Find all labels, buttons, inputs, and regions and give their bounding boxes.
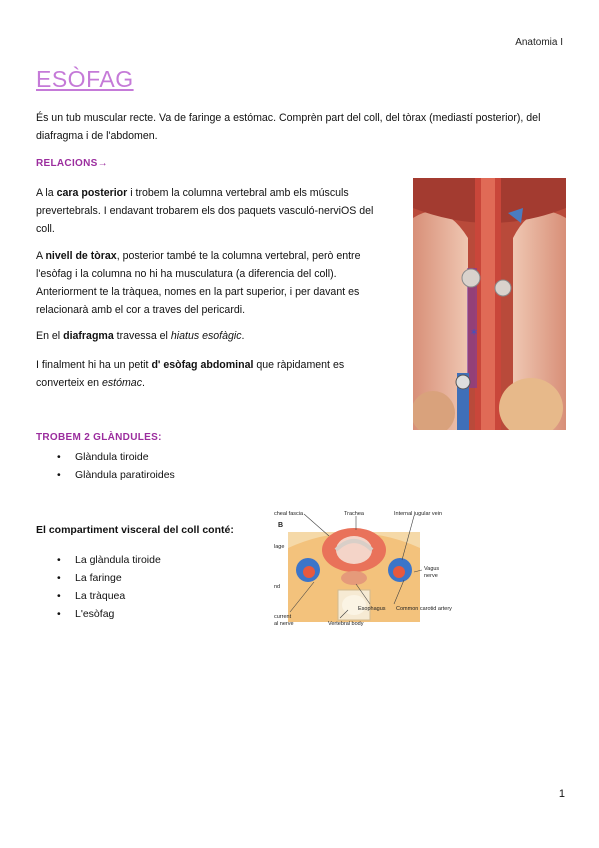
list-item: • Glàndula tiroide	[57, 448, 175, 466]
label-common-carotid-artery: Common carotid artery	[396, 606, 452, 612]
glands-heading: TROBEM 2 GLÀNDULES:	[36, 432, 162, 443]
glands-list	[57, 448, 175, 484]
label-nd: nd	[274, 584, 281, 590]
compartment-heading: El compartiment visceral del coll conté:	[36, 524, 234, 536]
page-number: 1	[558, 788, 565, 800]
list-item: • La tràquea	[57, 587, 161, 605]
label-recurrent-nerve: current al nerve	[274, 614, 294, 627]
intro-paragraph: És un tub muscular recte. Va de faringe a estómac. Comprèn part del coll, del tòrax (mediastí posterior), del diafragma i de l'abdomen.	[36, 112, 541, 142]
list-item: • La faringe	[57, 569, 161, 587]
label-trachea: Trachea	[344, 511, 364, 517]
page-title: ESÒFAG	[36, 66, 134, 92]
label-esophagus: Esophagus	[358, 606, 386, 612]
list-item: • L'esòfag	[57, 605, 161, 623]
label-vagus-nerve: Vagus nerve	[424, 566, 440, 579]
label-internal-jugular-vein: Internal jugular vein	[394, 511, 443, 517]
relations-heading: RELACIONS→	[36, 158, 108, 169]
esophagus-thorax-illustration	[413, 178, 566, 430]
neck-cross-section-diagram	[274, 508, 480, 630]
relations-paragraph-2: A nivell de tòrax, posterior també te la columna vertebral, però entre l'esòfag i la columna no hi ha musculatura (a diferencia del coll). Anteriorment te la tràquea, nomes en la part superior, i per davant es relacionarà amb el cor a traves del pericardi.	[36, 250, 361, 316]
label-vertebral-body: Vertebral body	[328, 621, 364, 627]
svg-text:*: *	[471, 327, 477, 341]
compartment-list	[57, 551, 161, 623]
list-item: • Glàndula paratiroides	[57, 466, 175, 484]
course-header: Anatomia I	[515, 37, 563, 48]
relations-paragraph-4: I finalment hi ha un petit d' esòfag abdominal que ràpidament es converteix en estómac.	[36, 359, 345, 389]
diagram-letter: B	[278, 522, 284, 529]
list-item: • La glàndula tiroide	[57, 551, 161, 569]
relations-paragraph-1: A la cara posterior i trobem la columna vertebral amb els músculs prevertebrals. I endavant trobarem els dos paquets vasculó-nerviOS del coll.	[36, 187, 374, 235]
label-lage: lage	[274, 544, 285, 550]
relations-paragraph-3: En el diafragma travessa el hiatus esofàgic.	[36, 330, 245, 342]
label-tracheal-fascia: cheal fascia	[274, 511, 304, 517]
